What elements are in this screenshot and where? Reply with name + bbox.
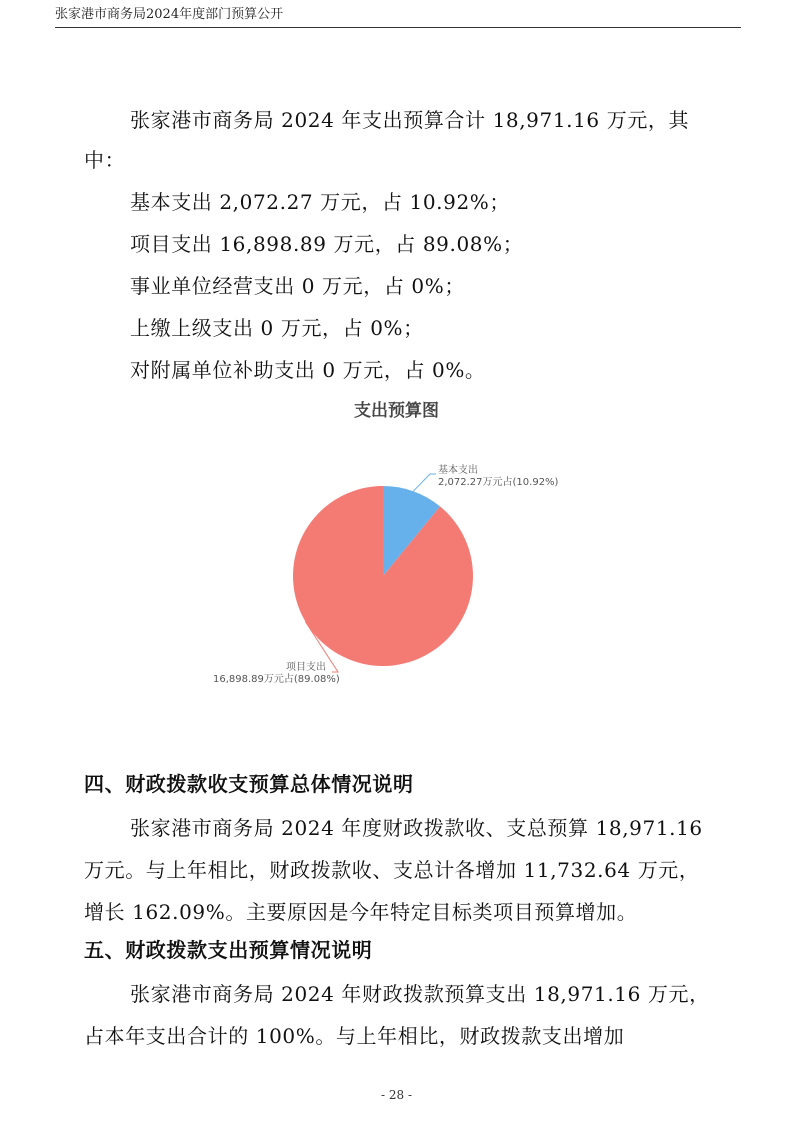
section-5-heading: 五、财政拨款支出预算情况说明 (84, 938, 373, 962)
expenditure-item-subsidy: 对附属单位补助支出 0 万元，占 0%。 (130, 358, 486, 382)
section-4-line-2: 万元。与上年相比，财政拨款收、支总计各增加 11,732.64 万元， (84, 858, 700, 882)
page-number: - 28 - (380, 1088, 412, 1102)
summary-line-2: 中： (84, 148, 126, 172)
summary-line-1: 张家港市商务局 2024 年支出预算合计 18,971.16 万元，其 (130, 108, 690, 132)
label-project-name: 项目支出 (286, 662, 326, 673)
header-divider (55, 27, 741, 28)
section-5-line-1: 张家港市商务局 2024 年财政拨款预算支出 18,971.16 万元， (130, 982, 710, 1006)
leader-line-basic (413, 474, 436, 491)
section-5-line-2: 占本年支出合计的 100%。与上年相比，财政拨款支出增加 (84, 1024, 625, 1048)
slice-project[interactable] (293, 486, 473, 666)
pie-chart (0, 430, 793, 700)
expenditure-item-project: 项目支出 16,898.89 万元，占 89.08%； (130, 232, 524, 256)
expenditure-item-basic: 基本支出 2,072.27 万元，占 10.92%； (130, 190, 510, 214)
expenditure-item-business: 事业单位经营支出 0 万元，占 0%； (130, 274, 465, 298)
section-4-line-3: 增长 162.09%。主要原因是今年特定目标类项目预算增加。 (84, 900, 638, 924)
label-basic-name: 基本支出 (438, 465, 478, 476)
label-basic-value: 2,072.27万元占(10.92%) (438, 477, 559, 488)
document-header: 张家港市商务局2024年度部门预算公开 (55, 7, 284, 22)
section-4-heading: 四、财政拨款收支预算总体情况说明 (84, 772, 414, 796)
chart-title: 支出预算图 (354, 401, 439, 421)
expenditure-item-remit: 上缴上级支出 0 万元，占 0%； (130, 316, 424, 340)
section-4-line-1: 张家港市商务局 2024 年度财政拨款收、支总预算 18,971.16 (130, 816, 703, 840)
label-project-value: 16,898.89万元占(89.08%) (213, 674, 340, 685)
